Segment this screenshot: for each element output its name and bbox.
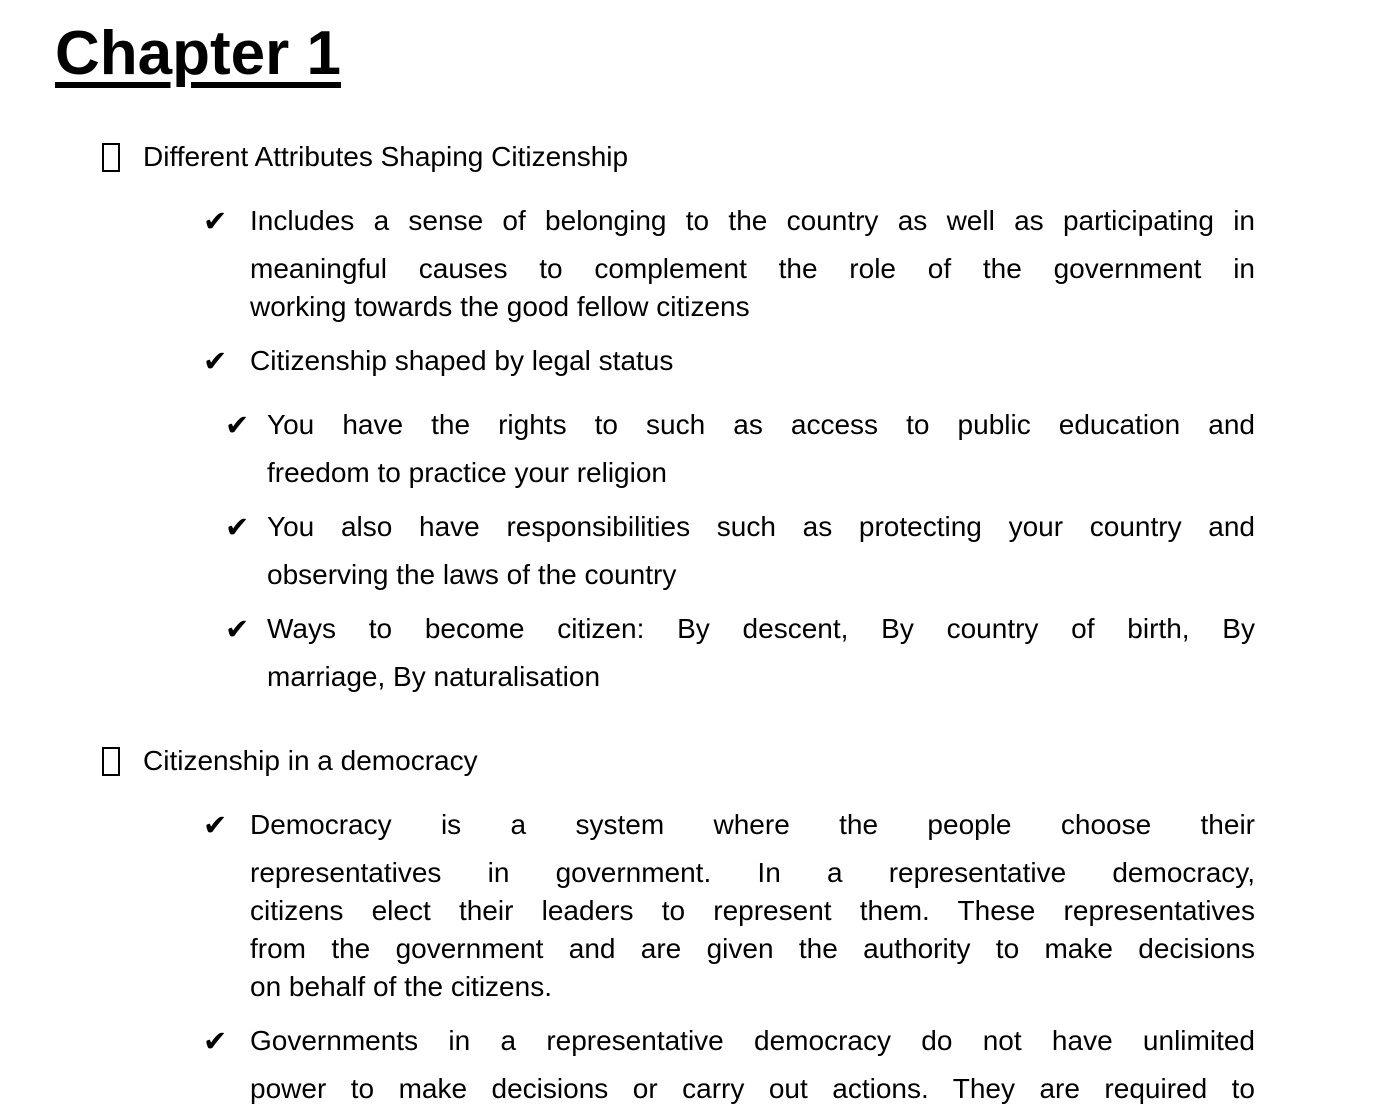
list-item — [225, 508, 1255, 594]
list-item-text — [250, 806, 1255, 1006]
text-line: on behalf of the citizens. — [250, 971, 552, 1002]
section-heading: Citizenship in a democracy — [143, 745, 478, 776]
list-item-text — [250, 342, 1255, 380]
text-line: citizens elect their leaders to represent them. These representatives — [250, 895, 1255, 926]
list-item-level1 — [102, 742, 1396, 780]
list-item-text — [267, 406, 1255, 492]
text-line: from the government and are given the authority to make decisions — [250, 933, 1255, 964]
checkmark-icon: ✔ — [225, 612, 250, 646]
checkmark-icon: ✔ — [203, 204, 228, 238]
text-line: Ways to become citizen: By descent, By country of birth, By — [267, 613, 1255, 644]
text-line: representatives in government. In a representative democracy, — [250, 857, 1255, 888]
text-line: marriage, By naturalisation — [267, 661, 601, 692]
list-item — [225, 610, 1255, 696]
list-item — [203, 342, 1255, 380]
list-item-text — [267, 610, 1255, 696]
missing-glyph-box-icon — [102, 747, 120, 776]
text-line: You also have responsibilities such as protecting your country and — [267, 511, 1255, 542]
text-line: You have the rights to such as access to public education and — [267, 409, 1255, 440]
checkmark-icon: ✔ — [203, 808, 228, 842]
text-line: Citizenship shaped by legal status — [250, 345, 674, 376]
section-different-attributes — [0, 138, 1396, 696]
text-line: freedom to practice your religion — [267, 457, 667, 488]
text-line: working towards the good fellow citizens — [250, 291, 750, 322]
text-line: observing the laws of the country — [267, 559, 677, 590]
text-line: Democracy is a system where the people choose their — [250, 809, 1255, 840]
text-line: meaningful causes to complement the role of the government in — [250, 253, 1255, 284]
list-item — [225, 406, 1255, 492]
list-item — [203, 202, 1255, 326]
checkmark-icon: ✔ — [225, 408, 250, 442]
checkmark-icon: ✔ — [203, 1024, 228, 1058]
page-title: Chapter 1 — [55, 19, 341, 88]
list-item — [203, 806, 1255, 1006]
missing-glyph-box-icon — [102, 143, 120, 172]
text-line: Includes a sense of belonging to the country as well as participating in — [250, 205, 1255, 236]
checkmark-icon: ✔ — [203, 344, 228, 378]
list-item-text — [250, 1022, 1255, 1108]
list-item-text — [250, 202, 1255, 326]
list-item-level1 — [102, 138, 1396, 176]
list-item — [203, 1022, 1255, 1108]
text-line: power to make decisions or carry out actions. They are required to — [250, 1073, 1255, 1104]
list-item-text — [267, 508, 1255, 594]
sub-list — [0, 396, 1396, 696]
checkmark-icon: ✔ — [225, 510, 250, 544]
text-line: Governments in a representative democracy do not have unlimited — [250, 1025, 1255, 1056]
section-heading: Different Attributes Shaping Citizenship — [143, 141, 629, 172]
section-citizenship-democracy — [0, 712, 1396, 1108]
